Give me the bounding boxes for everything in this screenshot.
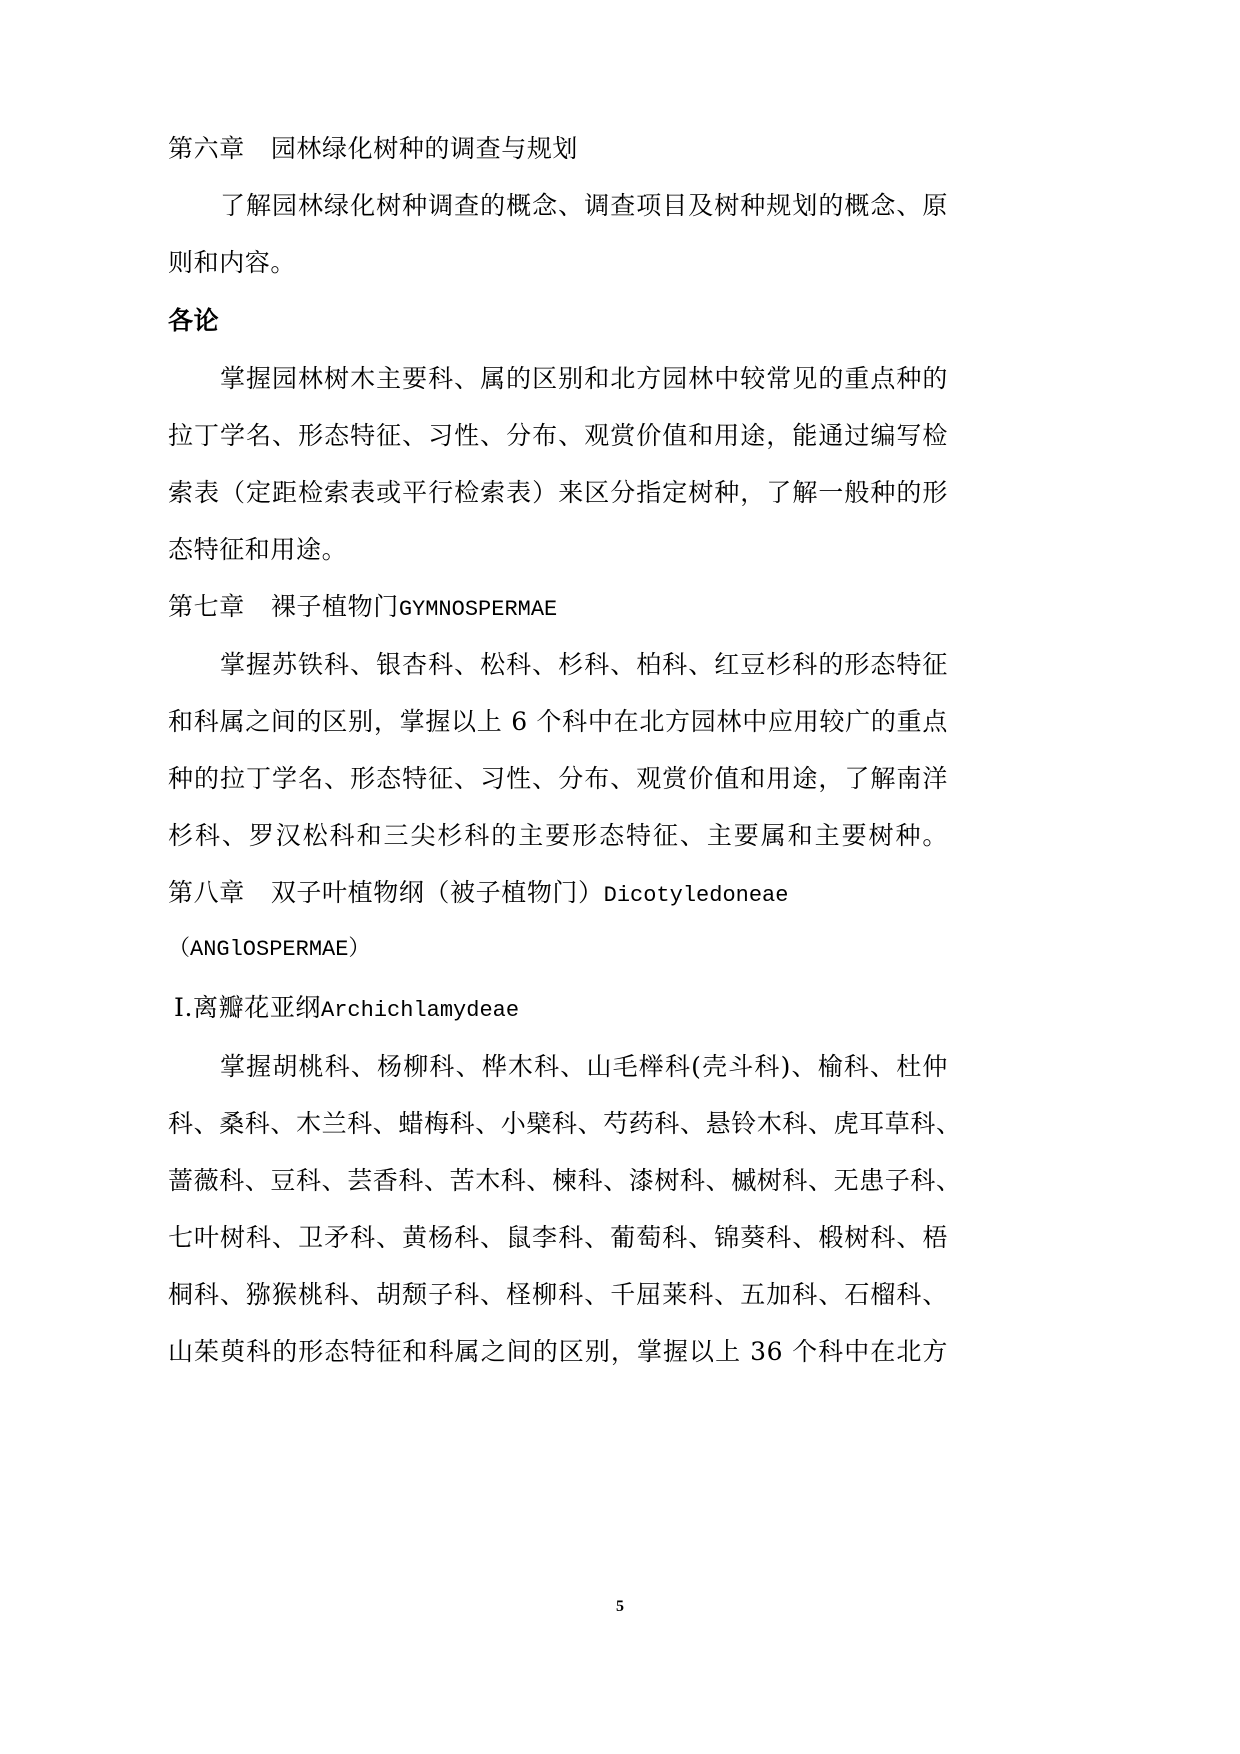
chapter-8-paragraph-line-5: 桐科、猕猴桃科、胡颓子科、柽柳科、千屈莱科、五加科、石榴科、 bbox=[168, 1280, 948, 1309]
general-paragraph-line-3: 索表（定距检索表或平行检索表）来区分指定树种，了解一般种的形 bbox=[168, 478, 948, 507]
section-general-heading: 各论 bbox=[168, 306, 220, 335]
chapter-7-paragraph-line-3: 种的拉丁学名、形态特征、习性、分布、观赏价值和用途，了解南洋 bbox=[168, 764, 948, 793]
chapter-8-paragraph-line-6: 山茱萸科的形态特征和科属之间的区别，掌握以上 36 个科中在北方 bbox=[168, 1337, 948, 1366]
general-paragraph-line-1: 掌握园林树木主要科、属的区别和北方园林中较常见的重点种的 bbox=[220, 364, 948, 393]
chapter-8-title-latin-continued: （ANGlOSPERMAE） bbox=[168, 937, 371, 962]
chapter-7-title-cn: 裸子植物门 bbox=[270, 592, 399, 621]
chapter-8-label: 第八章 bbox=[168, 878, 245, 907]
chapter-8-title-cn: 双子叶植物纲（被子植物门） bbox=[270, 878, 604, 907]
chapter-7-label: 第七章 bbox=[168, 592, 245, 621]
subclass-heading bbox=[174, 991, 954, 1028]
chapter-8-paragraph-line-3: 蔷薇科、豆科、芸香科、苦木科、楝科、漆树科、槭树科、无患子科、 bbox=[168, 1166, 962, 1195]
chapter-7-paragraph-line-2: 和科属之间的区别，掌握以上 6 个科中在北方园林中应用较广的重点 bbox=[168, 707, 948, 736]
chapter-8-heading bbox=[168, 876, 948, 913]
chapter-7-paragraph-line-4: 杉科、罗汉松科和三尖杉科的主要形态特征、主要属和主要树种。 bbox=[168, 821, 948, 850]
chapter-8-paragraph-line-4: 七叶树科、卫矛科、黄杨科、鼠李科、葡萄科、锦葵科、椴树科、梧 bbox=[168, 1223, 948, 1252]
chapter-6-heading bbox=[168, 132, 948, 166]
general-paragraph-line-2: 拉丁学名、形态特征、习性、分布、观赏价值和用途，能通过编写检 bbox=[168, 421, 948, 450]
chapter-8-title-latin: Dicotyledoneae bbox=[603, 883, 789, 908]
subclass-label-cn: Ⅰ.离瓣花亚纲 bbox=[174, 993, 322, 1022]
chapter-6-paragraph-line-1: 了解园林绿化树种调查的概念、调查项目及树种规划的概念、原 bbox=[220, 191, 948, 220]
chapter-8-paragraph-line-1: 掌握胡桃科、杨柳科、桦木科、山毛榉科(壳斗科)、榆科、杜仲 bbox=[220, 1052, 948, 1081]
general-paragraph-line-4: 态特征和用途。 bbox=[168, 535, 348, 564]
page-number: 5 bbox=[616, 1598, 624, 1615]
chapter-8-paragraph-line-2: 科、桑科、木兰科、蜡梅科、小檗科、芍药科、悬铃木科、虎耳草科、 bbox=[168, 1109, 962, 1138]
chapter-6-label: 第六章 bbox=[168, 134, 245, 163]
chapter-7-title-latin: GYMNOSPERMAE bbox=[398, 597, 558, 622]
chapter-7-heading bbox=[168, 590, 948, 627]
chapter-7-paragraph-line-1: 掌握苏铁科、银杏科、松科、杉科、柏科、红豆杉科的形态特征 bbox=[220, 650, 948, 679]
subclass-label-latin: Archichlamydeae bbox=[321, 998, 520, 1023]
chapter-6-paragraph-line-2: 则和内容。 bbox=[168, 248, 297, 277]
chapter-6-title: 园林绿化树种的调查与规划 bbox=[270, 134, 579, 163]
